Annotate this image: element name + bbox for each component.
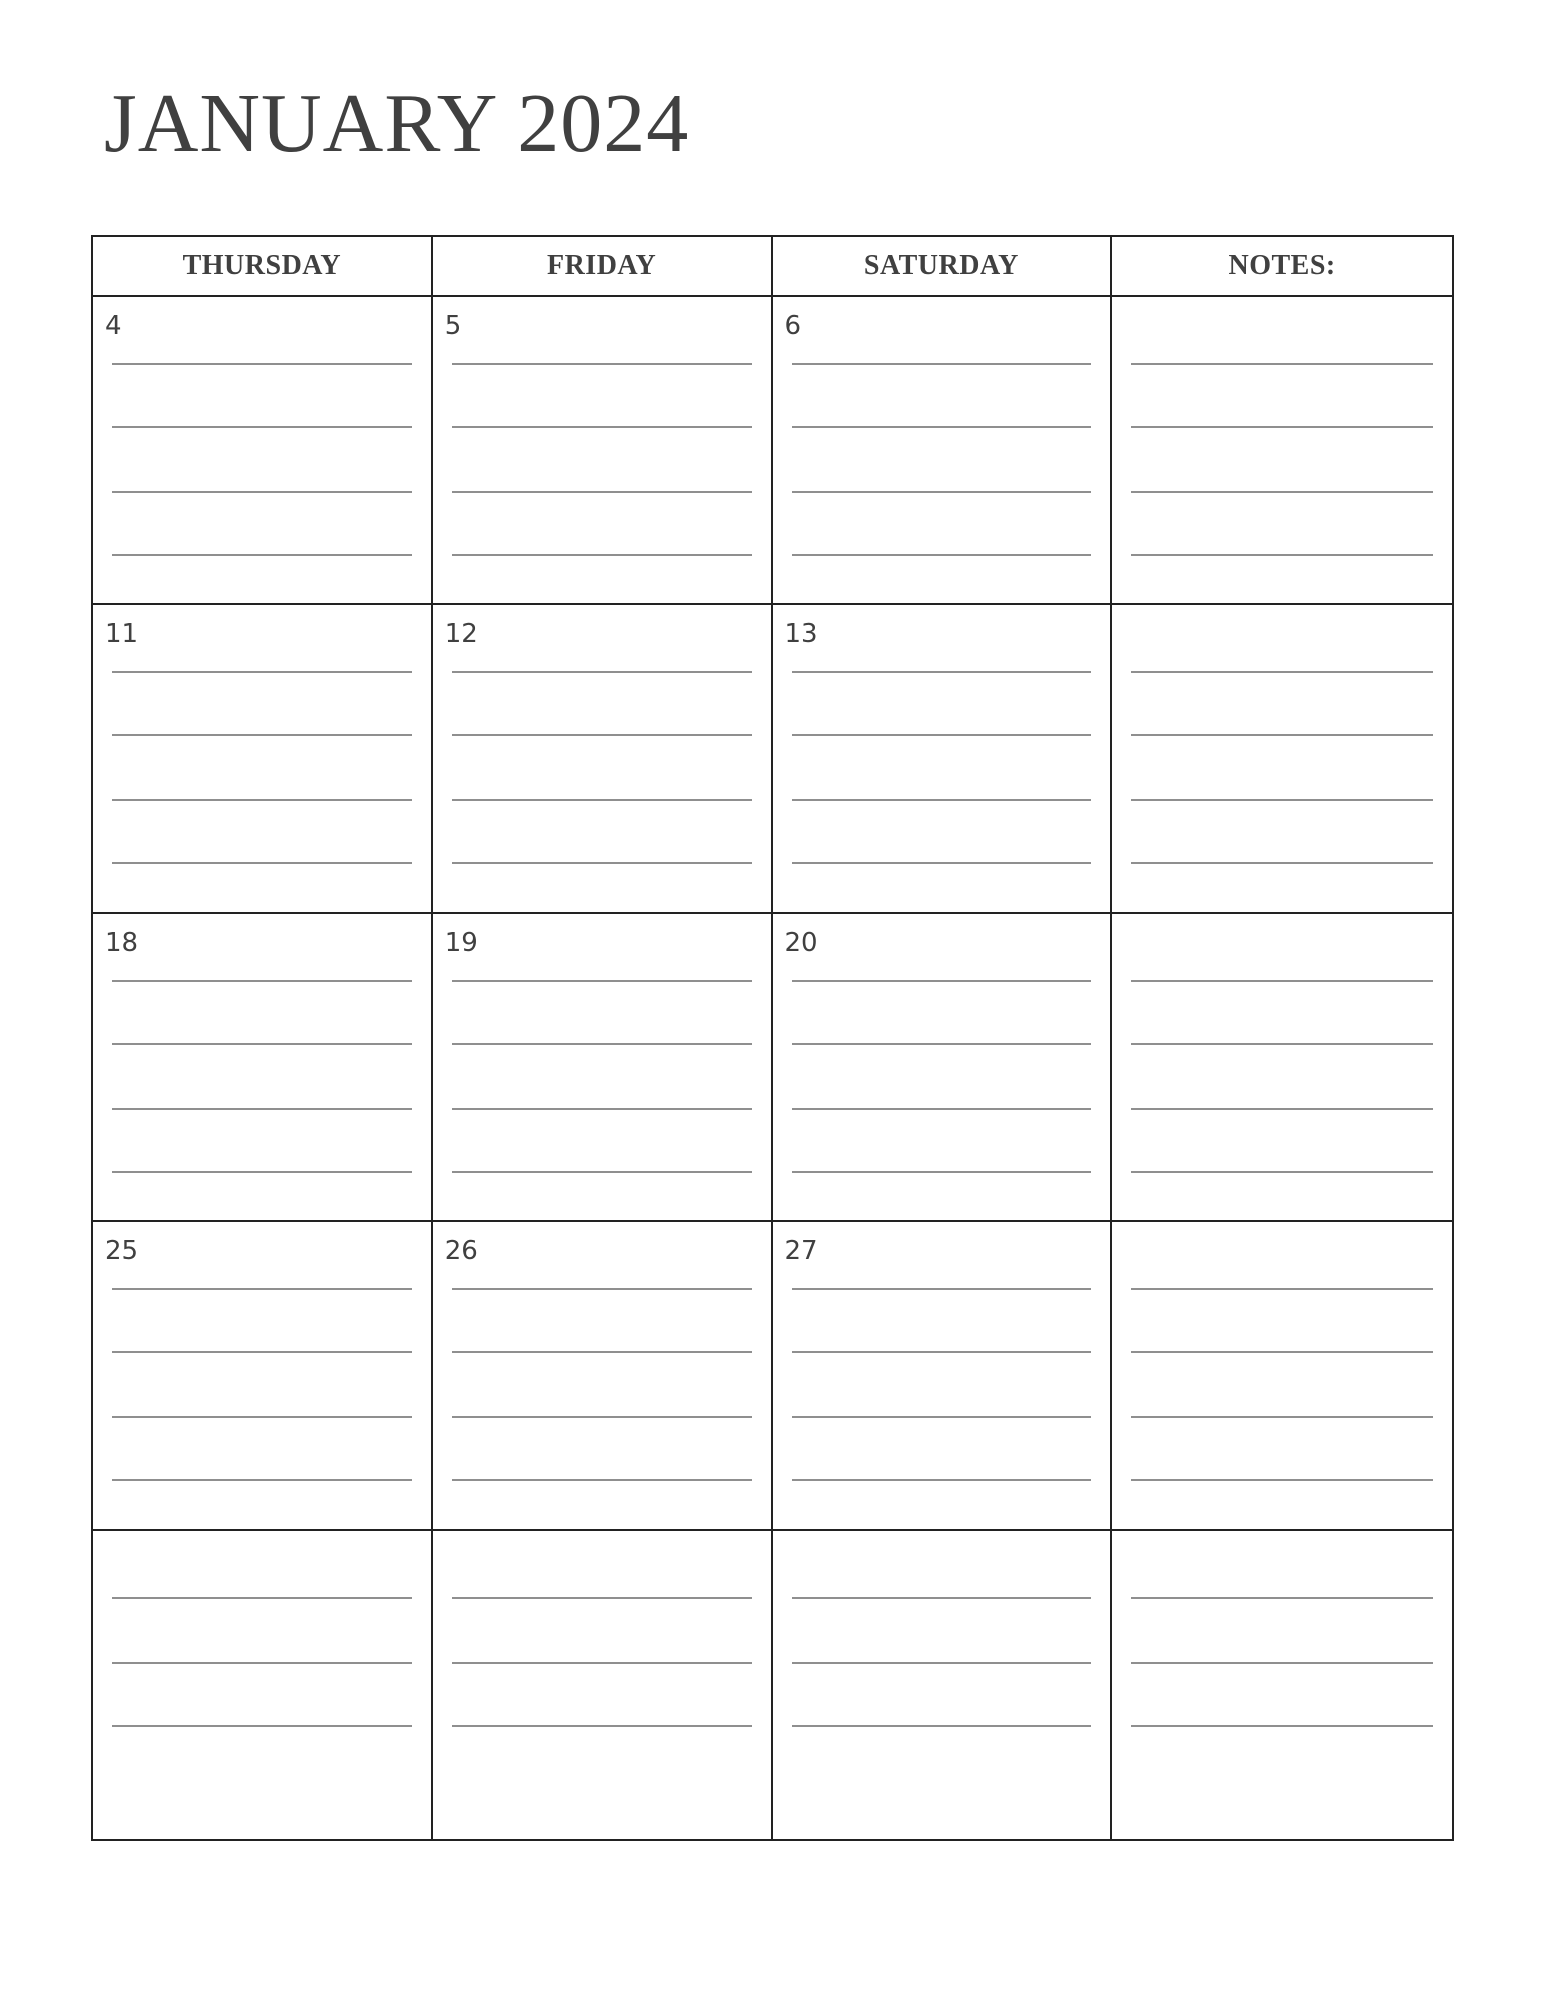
writing-line: [1131, 1043, 1433, 1045]
writing-line: [112, 1725, 412, 1727]
writing-line: [112, 1416, 412, 1418]
writing-line: [792, 554, 1092, 556]
day-number: 19: [444, 927, 478, 958]
writing-line: [452, 1351, 752, 1353]
day-number: 11: [105, 619, 139, 650]
header-notes: NOTES:: [1112, 237, 1452, 297]
day-cell[interactable]: [433, 605, 773, 913]
writing-line: [1131, 1597, 1433, 1599]
writing-line: [112, 980, 412, 982]
notes-cell[interactable]: [1112, 605, 1452, 913]
writing-line: [112, 862, 412, 864]
writing-line: [452, 1171, 752, 1173]
writing-line: [112, 1043, 412, 1045]
writing-line: [792, 1416, 1092, 1418]
writing-line: [112, 799, 412, 801]
day-cell[interactable]: [433, 297, 773, 605]
day-number: 20: [784, 927, 818, 958]
writing-line: [452, 980, 752, 982]
writing-line: [1131, 426, 1433, 428]
writing-line: [452, 734, 752, 736]
writing-line: [792, 1171, 1092, 1173]
writing-line: [452, 862, 752, 864]
day-number: 13: [784, 619, 818, 650]
header-saturday: SATURDAY: [773, 237, 1113, 297]
writing-line: [792, 1662, 1092, 1664]
notes-cell[interactable]: [1112, 1531, 1452, 1839]
writing-line: [452, 1597, 752, 1599]
day-cell[interactable]: [773, 1531, 1113, 1839]
day-number: 4: [105, 311, 122, 341]
writing-line: [452, 1043, 752, 1045]
day-cell[interactable]: [93, 297, 433, 605]
day-cell[interactable]: [773, 914, 1113, 1222]
writing-line: [1131, 1351, 1433, 1353]
writing-line: [452, 554, 752, 556]
writing-line: [1131, 980, 1433, 982]
writing-line: [112, 1351, 412, 1353]
writing-line: [112, 363, 412, 365]
notes-cell[interactable]: [1112, 914, 1452, 1222]
notes-cell[interactable]: [1112, 297, 1452, 605]
writing-line: [112, 1479, 412, 1481]
day-cell[interactable]: [433, 1531, 773, 1839]
writing-line: [112, 426, 412, 428]
notes-cell[interactable]: [1112, 1222, 1452, 1530]
day-number: 26: [444, 1236, 478, 1267]
writing-line: [1131, 1662, 1433, 1664]
writing-line: [452, 1725, 752, 1727]
writing-line: [1131, 1288, 1433, 1290]
day-cell[interactable]: [93, 1531, 433, 1839]
writing-line: [112, 1171, 412, 1173]
writing-line: [1131, 862, 1433, 864]
day-number: 12: [444, 619, 478, 650]
writing-line: [452, 426, 752, 428]
writing-line: [1131, 1479, 1433, 1481]
day-cell[interactable]: [93, 605, 433, 913]
writing-line: [452, 1479, 752, 1481]
page-title: JANUARY 2024: [104, 77, 690, 170]
writing-line: [112, 554, 412, 556]
day-cell[interactable]: [433, 914, 773, 1222]
writing-line: [792, 1725, 1092, 1727]
writing-line: [1131, 1416, 1433, 1418]
writing-line: [792, 1108, 1092, 1110]
writing-line: [1131, 734, 1433, 736]
writing-line: [112, 1662, 412, 1664]
writing-line: [112, 491, 412, 493]
writing-line: [452, 671, 752, 673]
writing-line: [792, 799, 1092, 801]
writing-line: [1131, 363, 1433, 365]
day-number: 27: [784, 1236, 818, 1267]
calendar-grid: [91, 235, 1454, 1841]
writing-line: [112, 1108, 412, 1110]
writing-line: [792, 1597, 1092, 1599]
writing-line: [112, 671, 412, 673]
day-number: 25: [105, 1236, 139, 1267]
day-number: 18: [105, 927, 139, 958]
writing-line: [792, 980, 1092, 982]
writing-line: [1131, 799, 1433, 801]
writing-line: [1131, 671, 1433, 673]
day-cell[interactable]: [773, 605, 1113, 913]
writing-line: [452, 799, 752, 801]
writing-line: [792, 671, 1092, 673]
writing-line: [1131, 554, 1433, 556]
writing-line: [792, 363, 1092, 365]
writing-line: [452, 1416, 752, 1418]
day-number: 5: [444, 311, 462, 341]
day-cell[interactable]: [773, 297, 1113, 605]
writing-line: [1131, 491, 1433, 493]
writing-line: [792, 1351, 1092, 1353]
writing-line: [792, 734, 1092, 736]
day-cell[interactable]: [93, 1222, 433, 1530]
writing-line: [792, 1043, 1092, 1045]
writing-line: [112, 734, 412, 736]
writing-line: [1131, 1108, 1433, 1110]
day-cell[interactable]: [773, 1222, 1113, 1530]
writing-line: [792, 491, 1092, 493]
writing-line: [1131, 1171, 1433, 1173]
writing-line: [452, 1288, 752, 1290]
header-friday: FRIDAY: [433, 237, 773, 297]
writing-line: [452, 363, 752, 365]
day-cell[interactable]: [93, 914, 433, 1222]
writing-line: [792, 1479, 1092, 1481]
writing-line: [792, 1288, 1092, 1290]
writing-line: [112, 1288, 412, 1290]
day-number: 6: [784, 311, 802, 341]
writing-line: [452, 1662, 752, 1664]
writing-line: [792, 426, 1092, 428]
writing-line: [452, 1108, 752, 1110]
day-cell[interactable]: [433, 1222, 773, 1530]
writing-line: [112, 1597, 412, 1599]
writing-line: [792, 862, 1092, 864]
writing-line: [452, 491, 752, 493]
header-thursday: THURSDAY: [93, 237, 433, 297]
writing-line: [1131, 1725, 1433, 1727]
